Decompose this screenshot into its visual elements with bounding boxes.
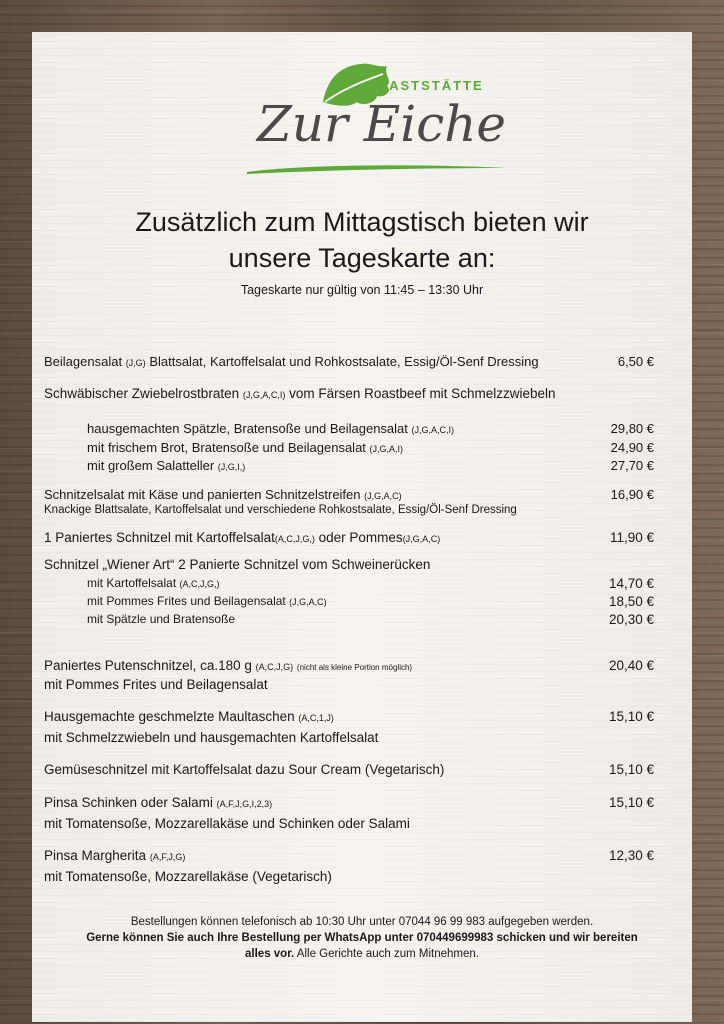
item-allergens: (J,G,I,) xyxy=(217,462,246,472)
menu-subitem xyxy=(87,576,654,590)
item-description: mit Schmelzzwiebeln und hausgemachten Kartoffelsalat xyxy=(44,730,379,745)
item-allergens: (J,G,A,C,I) xyxy=(411,425,455,435)
item-allergens: (J,G,A,C,I) xyxy=(242,390,286,400)
item-name: mit frischem Brot, Bratensoße und Beilagensalat xyxy=(87,440,366,455)
item-price: 14,70 € xyxy=(608,576,654,591)
menu-item xyxy=(44,354,654,369)
item-name: Pinsa Schinken oder Salami xyxy=(44,795,213,810)
item-allergens: (A,C,J,G,) xyxy=(179,579,220,589)
item-allergens: (J,G,A,C) xyxy=(402,534,441,544)
item-name: Beilagensalat xyxy=(44,354,123,369)
item-price: 20,30 € xyxy=(608,612,654,627)
menu-item-line xyxy=(44,730,654,745)
item-allergens: (A,C,J,G,) xyxy=(274,534,315,544)
item-name: Gemüseschnitzel mit Kartoffelsalat dazu Sour Cream (Vegetarisch) xyxy=(44,762,445,777)
headline-line-1: Zusätzlich zum Mittagstisch bieten wir xyxy=(135,207,589,237)
menu-paper xyxy=(32,32,692,1022)
item-allergens: (J,G,A,C) xyxy=(289,597,327,607)
footer-line-3 xyxy=(32,946,692,962)
item-allergens: (J,G,A,I) xyxy=(369,444,404,454)
logo-name: Zur Eiche xyxy=(257,95,507,153)
menu-item xyxy=(44,386,654,401)
item-name: mit Spätzle und Bratensoße xyxy=(87,612,236,626)
footer-line-3-bold: alles vor. xyxy=(245,948,295,960)
item-name: Schnitzelsalat mit Käse und panierten Schnitzelstreifen xyxy=(44,487,361,502)
item-allergens: (J,G,A,C) xyxy=(364,491,402,501)
item-price: 24,90 € xyxy=(610,440,654,455)
item-name: mit Kartoffelsalat xyxy=(87,576,177,590)
menu-item-line xyxy=(44,816,654,831)
menu-item xyxy=(44,709,654,724)
item-description: vom Färsen Roastbeef mit Schmelzzwiebeln xyxy=(289,386,556,401)
item-name: hausgemachten Spätzle, Bratensoße und Beilagensalat xyxy=(87,421,408,436)
item-description: mit Tomatensoße, Mozzarellakäse (Vegetarisch) xyxy=(44,869,332,884)
item-allergens: (A,C,J,G) xyxy=(255,662,294,672)
item-name: mit großem Salatteller xyxy=(87,458,215,473)
menu-subitem xyxy=(87,440,654,455)
menu-subitem xyxy=(87,612,654,626)
headline-line-2: unsere Tageskarte an: xyxy=(228,243,496,273)
item-price: 29,80 € xyxy=(610,421,654,436)
menu-item xyxy=(44,762,654,777)
item-price: 15,10 € xyxy=(608,795,654,810)
footer-line-1: Bestellungen können telefonisch ab 10:30 Uhr unter 07044 96 99 983 aufgegeben werden. xyxy=(130,916,594,928)
menu-subitem xyxy=(87,458,654,473)
item-description: Blattsalat, Kartoffelsalat und Rohkostsalate, Essig/Öl-Senf Dressing xyxy=(149,354,539,369)
menu-item-line xyxy=(44,677,654,692)
item-price: 18,50 € xyxy=(608,594,654,609)
logo-brand: GASTSTÄTTE xyxy=(377,78,484,93)
item-allergens: (A,F,J,G,I,2,3) xyxy=(216,799,273,809)
item-allergens: (A,F,J,G) xyxy=(149,852,186,862)
item-allergens: (J,G) xyxy=(125,358,146,368)
item-description: Knackige Blattsalate, Kartoffelsalat und verschiedene Rohkostsalate, Essig/Öl-Senf Dressing xyxy=(44,504,517,516)
item-name: Pinsa Margherita xyxy=(44,848,147,863)
validity-note: Tageskarte nur gültig von 11:45 – 13:30 Uhr xyxy=(240,283,484,297)
item-note: (nicht als kleine Portion möglich) xyxy=(296,663,413,672)
green-swoosh xyxy=(247,162,507,176)
item-name: Schwäbischer Zwiebelrostbraten xyxy=(44,386,240,401)
item-price: 11,90 € xyxy=(609,530,654,545)
order-info xyxy=(32,914,692,962)
item-name: mit Pommes Frites und Beilagensalat xyxy=(87,594,286,608)
item-price: 16,90 € xyxy=(610,487,654,502)
item-description: mit Pommes Frites und Beilagensalat xyxy=(44,677,268,692)
item-price: 15,10 € xyxy=(608,709,654,724)
item-name: Paniertes Putenschnitzel, ca.180 g xyxy=(44,658,252,673)
item-price: 12,30 € xyxy=(608,848,654,863)
item-price: 20,40 € xyxy=(608,658,654,673)
item-description: oder Pommes xyxy=(318,530,403,545)
item-name: Hausgemachte geschmelzte Maultaschen xyxy=(44,709,295,724)
item-description: mit Tomatensoße, Mozzarellakäse und Schinken oder Salami xyxy=(44,816,410,831)
footer-line-2: Gerne können Sie auch Ihre Bestellung per WhatsApp unter 070449699983 schicken und wir bereiten xyxy=(86,932,638,944)
menu-item xyxy=(44,487,654,502)
menu-subitem xyxy=(87,594,654,608)
item-price: 6,50 € xyxy=(617,354,654,369)
menu-item xyxy=(44,658,654,673)
menu-item xyxy=(44,848,654,863)
item-allergens: (A,C,1,J) xyxy=(298,713,334,723)
item-name: Schnitzel „Wiener Art“ 2 Panierte Schnitzel vom Schweinerücken xyxy=(44,557,431,572)
item-name: 1 Paniertes Schnitzel mit Kartoffelsalat xyxy=(44,530,275,545)
menu-item xyxy=(44,530,654,545)
menu-item xyxy=(44,557,654,572)
footer-line-3-rest: Alle Gerichte auch zum Mitnehmen. xyxy=(294,948,479,960)
item-price: 27,70 € xyxy=(610,458,654,473)
menu-item xyxy=(44,795,654,810)
headline xyxy=(32,204,692,276)
menu-item-line xyxy=(44,869,654,884)
item-price: 15,10 € xyxy=(608,762,654,777)
menu-subitem xyxy=(87,421,654,436)
logo xyxy=(247,50,507,190)
